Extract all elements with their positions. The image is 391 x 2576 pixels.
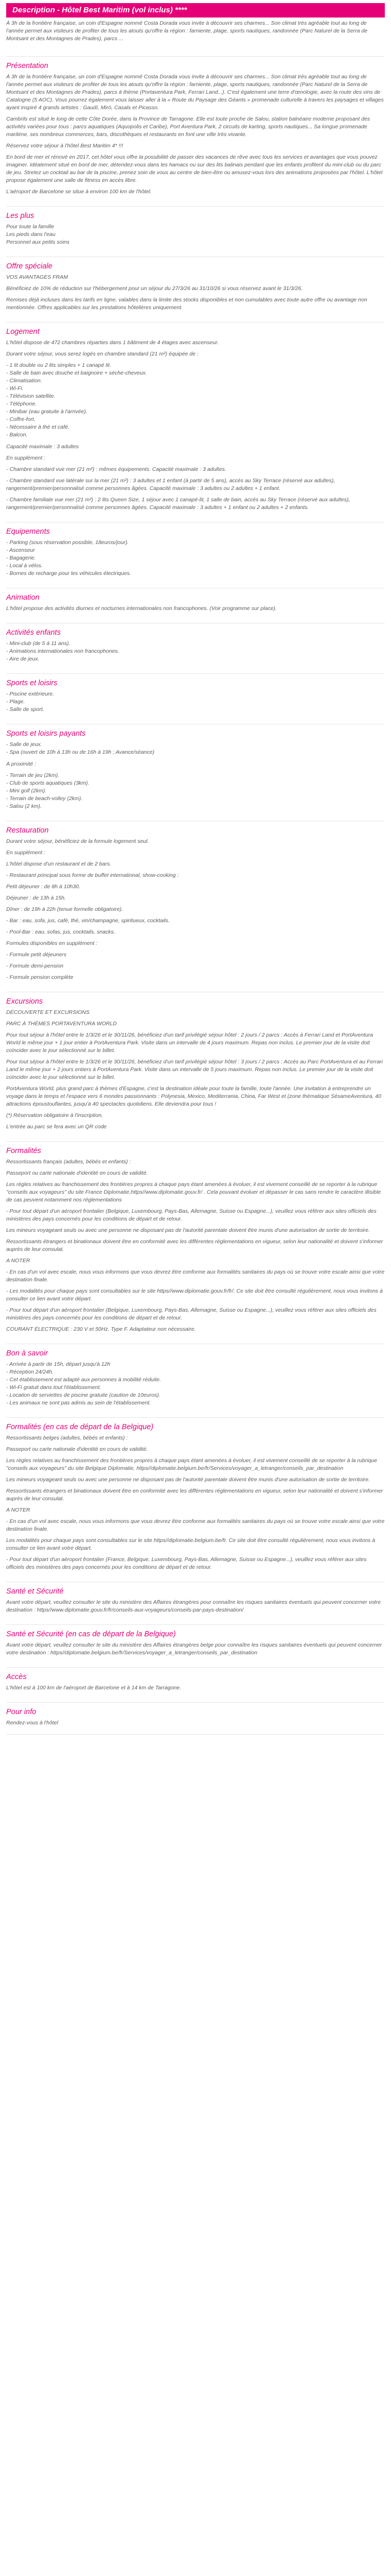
- section-title-pour-info: Pour info: [6, 1708, 37, 1716]
- section-divider: [6, 1141, 385, 1142]
- sections-container: [6, 56, 385, 1727]
- section-paragraph: A NOTER: [6, 1258, 30, 1264]
- section-body-activites-enfants: [6, 640, 385, 663]
- section-paragraph: - Formule pension complète: [6, 974, 74, 980]
- section-paragraph: - Chambre familiale vue mer (21 m²) : 2 lits Queen Size, 1 séjour avec 1 canapé-lit, 1 salle de bain, accès au Sky Terrace (réservé aux adultes), rangement/premier/personnalisé comme personnes âgées. Capacité maximale : 3 adultes + 1 enfant ou 2 adultes + 2 enfants.: [6, 497, 350, 511]
- section-paragraph: - Les modalités pour chaque pays sont consultables sur le site https//www.diplomatie.gouv.fr/fr/. Ce site doit être consulté régulièrement, nous vous invitons à consulter ce lien avant votre départ.: [6, 1288, 383, 1302]
- section-divider: [6, 1624, 385, 1625]
- list-item: - Cet établissement est adapté aux personnes à mobilité réduite.: [6, 1377, 161, 1383]
- list-item: Personnel aux petits soins: [6, 239, 70, 245]
- section-paragraph: - Chambre standard vue latérale sur la mer (21 m²) : 3 adultes et 1 enfant (à partir de 5 ans), accès au Sky Terrace (réservé aux adultes), rangement/premier/personnalisé comme personnes âgées. Capacité maximale : 3 adultes ou 2 adultes + 1 enfant.: [6, 478, 335, 492]
- section-paragraph: Avant votre départ, veuillez consulter le site du ministère des Affaires étrangères pour connaître les risques sanitaires éventuels qui peuvent concerner votre destination : https//www.diplomatie.gouv.fr/fr/conseils-aux-voyageurs/conseils-par-pays-destination/: [6, 1599, 381, 1613]
- section-paragraph: Les règles relatives au franchissement des frontières propres à chaque pays étant amenées à évoluer, il est vivement conseillé de se reporter à la rubrique "conseils aux voyageurs" du site Belgique Diplomatie, https//diplomatie.belgium.be/fr/Services/voyager_a_letranger/conseils_par_destination: [6, 1458, 378, 1471]
- list-item: - Bornes de recharge pour les véhicules électriques.: [6, 570, 132, 577]
- section-list: [6, 772, 385, 810]
- section-title-bon-a-savoir: Bon à savoir: [6, 1349, 48, 1358]
- section-paragraph: L'hôtel propose des activités diurnes et nocturnes internationales non francophones. (Voir programme sur place).: [6, 605, 277, 612]
- section-divider: [6, 1417, 385, 1418]
- section-paragraph: Pour tout séjour à l'hôtel entre le 1/3/26 et le 30/11/26, bénéficiez d'un tarif privilégié séjour hôtel : 3 jours / 2 parcs : Accès au Parc PortAventura et au Ferrari Land le même jour + 2 jours entiers à PortAventura Park. Visite dans un intervalle de 5 jours maximum. Repas non inclus. Le premier jour de la visite doit coïncider avec le jour sélectionné sur le billet.: [6, 1059, 383, 1080]
- list-item: - Wi-Fi gratuit dans tout l'établissement.: [6, 1384, 101, 1391]
- list-item: - Salle de sport.: [6, 706, 44, 713]
- section-paragraph: Rendez-vous à l'hôtel: [6, 1720, 58, 1726]
- section-paragraph: Durant votre séjour, bénéficiez de la formule logement seul.: [6, 838, 149, 844]
- footer-divider: [6, 1734, 385, 1735]
- section-divider: [6, 673, 385, 674]
- section-paragraph: Ressortissants français (adultes, bébés et enfants) :: [6, 1159, 131, 1165]
- list-item: - Coffre-fort.: [6, 416, 36, 422]
- section-body-sports-loisirs: [6, 690, 385, 714]
- section-paragraph: L'entrée au parc se fera avec un QR code: [6, 1124, 107, 1130]
- section-body-offre-speciale: [6, 274, 385, 312]
- section-paragraph: A proximité :: [6, 761, 36, 767]
- section-title-sports-loisirs-payants: Sports et loisirs payants: [6, 730, 86, 738]
- section-paragraph: Déjeuner : de 13h à 15h.: [6, 895, 66, 901]
- section-divider: [6, 206, 385, 207]
- section-paragraph: - Pour tout départ d'un aéroport frontalier (Belgique, Luxembourg, Pays-Bas, Allemagne, Suisse ou Espagne...), veuillez vous référer aux sites officiels des ministères des pays concernés pour les conditions de départ et de retour.: [6, 1208, 377, 1222]
- section-paragraph: En supplément :: [6, 455, 45, 461]
- section-body-les-plus: [6, 223, 385, 246]
- section-body-excursions: [6, 1009, 385, 1131]
- section-paragraph: Capacité maximale : 3 adultes: [6, 444, 79, 450]
- section-paragraph: Bénéficiez de 10% de réduction sur l'hébergement pour un séjour du 27/3/26 au 31/10/26 si vous réservez avant le 31/3/26.: [6, 285, 303, 292]
- section-paragraph: Les mineurs voyageant seuls ou avec une personne ne disposant pas de l'autorité parentale doivent être munis d'une autorisation de sortie de territoire.: [6, 1477, 370, 1483]
- list-item: - Salle de bain avec douche et baignoire + sèche-cheveux.: [6, 370, 147, 376]
- list-item: - Salle de jeux.: [6, 741, 42, 748]
- section-title-sante-securite-belgique: Santé et Sécurité (en cas de départ de la Belgique): [6, 1630, 176, 1638]
- section-paragraph: - Formule petit déjeuners: [6, 952, 67, 958]
- section-title-presentation: Présentation: [6, 62, 48, 70]
- section-title-logement: Logement: [6, 328, 40, 336]
- section-paragraph: Formules disponibles en supplément :: [6, 940, 97, 946]
- section-paragraph: Petit déjeuner : de 8h à 10h30.: [6, 884, 80, 890]
- section-paragraph: Avant votre départ, veuillez consulter le site du ministère des Affaires étrangères belge pour connaître les risques sanitaires éventuels qui peuvent concerner votre destination : https//diplomatie.belgium.be/fr/Services/voyager_a_letranger/conseils_par_destination: [6, 1642, 382, 1656]
- list-item: - Ascenseur: [6, 547, 35, 553]
- section-paragraph: Réservez votre séjour à l'hôtel Best Maritim 4* !!!: [6, 143, 123, 149]
- section-paragraph: PARC À THÈMES PORTAVENTURA WORLD: [6, 1021, 117, 1027]
- section-paragraph: - En cas d'un vol avec escale, nous vous informons que vous devrez être conforme aux formalités sanitaires du pays où se trouve votre escale ainsi que votre destination finale.: [6, 1518, 385, 1532]
- section-paragraph: - Pour tout départ d'un aéroport frontalier (Belgique, Luxembourg, Pays-Bas, Allemagne, Suisse ou Espagne...), veuillez vous référer aux sites officiels des ministères des pays concernés pour les conditions de départ et de retour.: [6, 1307, 377, 1321]
- list-item: - Spa (ouvert de 10h à 13h ou de 16h à 19h ; Avance/séance): [6, 749, 155, 755]
- section-title-equipements: Equipements: [6, 528, 50, 536]
- list-item: - Arrivée à partir de 15h, départ jusqu'à 12h: [6, 1361, 110, 1367]
- section-title-formalites: Formalités: [6, 1147, 41, 1155]
- list-item: - Aire de jeux.: [6, 656, 40, 662]
- intro-paragraph: À 3h de la frontière française, un coin d'Espagne nommé Costa Dorada vous invite à découvrir ses charmes... Son climat très agréable tout au long de l'année permet aux visiteurs de profiter de tous les atouts qu'offre la région : farniente, plage, sports nautiques, randonnée (Parc Naturel de la Serra de Montsant et des Montagnes de Prades), parcs ...: [6, 20, 368, 42]
- list-item: - Climatisation.: [6, 378, 42, 384]
- section-body-animation: [6, 605, 385, 613]
- list-item: - Terrain de beach-volley (2km).: [6, 795, 83, 802]
- intro-text: [6, 20, 385, 43]
- section-body-bon-a-savoir: [6, 1361, 385, 1407]
- list-item: - Nécessaire à thé et café.: [6, 424, 70, 430]
- list-item: - Réception 24/24h.: [6, 1369, 54, 1375]
- section-paragraph: Remises déjà incluses dans les tarifs en ligne, valables dans la limite des stocks disponibles et non cumulables avec toute autre offre ou avantage non mentionnée. Offres applicables sur les prestations hôtelières uniquement.: [6, 297, 367, 311]
- section-paragraph: - Chambre standard vue mer (21 m²) : mêmes équipements. Capacité maximale : 3 adultes.: [6, 466, 226, 472]
- section-title-acces: Accès: [6, 1673, 27, 1681]
- list-item: - Télévision satellite.: [6, 393, 56, 399]
- section-body-logement: [6, 339, 385, 512]
- section-body-equipements: [6, 539, 385, 578]
- list-item: - Wi-Fi.: [6, 385, 24, 392]
- section-paragraph: Ressortissants belges (adultes, bébés et enfants) :: [6, 1435, 128, 1441]
- list-item: - Balcon.: [6, 432, 28, 438]
- section-paragraph: En supplément :: [6, 850, 45, 856]
- section-list: [6, 640, 385, 663]
- section-paragraph: - Pour tout départ d'un aéroport frontalier (France, Belgique, Luxembourg, Pays-Bas, Allemagne, Suisse ou Espagne...), veuillez vous référer aux sites officiels des ministères des pays concernés pour les conditions de départ et de retour.: [6, 1556, 367, 1570]
- section-paragraph: - En cas d'un vol avec escale, nous vous informons que vous devrez être conforme aux formalités sanitaires du pays où se trouve votre escale ainsi que votre destination finale.: [6, 1269, 385, 1283]
- list-item: - Mini-club (de 5 à 11 ans).: [6, 640, 71, 647]
- section-paragraph: Pour tout séjour à l'hôtel entre le 1/3/26 et le 30/11/26, bénéficiez d'un tarif privilégié séjour hôtel : 2 jours / 2 parcs : Accès à Ferrari Land et PortAventura World le même jour + 1 jour entier à PortAventura Park. Visite dans un intervalle de 4 jours maximum. Repas non inclus. Le premier jour de la visite doit coïncider avec le jour sélectionné sur le billet.: [6, 1032, 373, 1054]
- section-list: [6, 690, 385, 714]
- section-paragraph: Passeport ou carte nationale d'identité en cours de validité.: [6, 1170, 148, 1176]
- section-title-excursions: Excursions: [6, 997, 43, 1006]
- section-body-acces: [6, 1684, 385, 1692]
- section-paragraph: VOS AVANTAGES FRAM: [6, 274, 68, 280]
- section-body-formalites: [6, 1158, 385, 1333]
- section-paragraph: A NOTER: [6, 1507, 30, 1513]
- section-paragraph: DÉCOUVERTE ET EXCURSIONS: [6, 1009, 90, 1015]
- section-paragraph: L'hôtel dispose de 472 chambres réparties dans 1 bâtiment de 4 étages avec ascenseur.: [6, 340, 219, 346]
- section-paragraph: Dîner : de 19h à 22h (tenue formelle obligatoire).: [6, 906, 123, 912]
- section-paragraph: PortAventura World, plus grand parc à thèmes d'Espagne, c'est la destination idéale pour toute la famille, toute l'année. Une invitation à entreprendre un voyage dans le temps et l'espace vers 6 mondes passionnants : Polynesia, Mexico, Mediterrania, China, Far West et (zone thématique SésameAventura, 40 attractions époustouflantes, jusqu'à 40 spectacles quotidiens. Elle deviendra pour tous !: [6, 1086, 382, 1107]
- section-paragraph: Les mineurs voyageant seuls ou avec une personne ne disposant pas de l'autorité parentale doivent être munis d'une autorisation de sortie de territoire.: [6, 1227, 370, 1233]
- section-title-sports-loisirs: Sports et loisirs: [6, 679, 58, 687]
- section-paragraph: COURANT ÉLECTRIQUE : 230 V et 50Hz. Type F. Adaptateur non nécessaire.: [6, 1326, 196, 1332]
- section-list: [6, 1361, 385, 1407]
- section-divider: [6, 56, 385, 57]
- section-paragraph: (*) Réservation obligatoire à l'inscription.: [6, 1112, 103, 1118]
- list-item: - Bagagerie.: [6, 555, 36, 561]
- section-list: [6, 741, 385, 756]
- section-list: [6, 223, 385, 246]
- section-list: [6, 539, 385, 578]
- section-title-les-plus: Les plus: [6, 212, 35, 220]
- section-title-formalites-belgique: Formalités (en cas de départ de la Belgique): [6, 1423, 154, 1431]
- list-item: - Minibar (eau gratuite à l'arrivée).: [6, 409, 88, 415]
- section-body-formalites-belgique: [6, 1434, 385, 1571]
- section-body-pour-info: [6, 1719, 385, 1727]
- section-body-sports-loisirs-payants: [6, 741, 385, 810]
- list-item: - Location de serviettes de piscine gratuite (caution de 10euros).: [6, 1392, 160, 1398]
- section-paragraph: - Pool-Bar : eau, sofas, jus, cocktails, snacks.: [6, 929, 116, 935]
- list-item: - Terrain de jeu (2km).: [6, 772, 59, 778]
- section-paragraph: Durant votre séjour, vous serez logés en chambre standard (21 m²) équipée de :: [6, 351, 199, 357]
- page-title-banner: Description - Hôtel Best Maritim (vol inclus) ****: [6, 3, 385, 18]
- section-title-sante-securite: Santé et Sécurité: [6, 1587, 64, 1596]
- list-item: - Piscine extérieure.: [6, 691, 54, 697]
- section-paragraph: Les règles relatives au franchissement des frontières propres à chaque pays étant amenées à évoluer, il est vivement conseillé de se reporter à la rubrique "conseils aux voyageurs" du site France Diplomatie,https//www.diplomatie.gouv.fr/ . Cela pouvant évoluer et dépasser le cas sans rendre le caractère illisible de cas peuvent notamment nos réglementations: [6, 1181, 381, 1203]
- list-item: - Club de sports aquatiques (3km).: [6, 780, 90, 786]
- section-title-animation: Animation: [6, 594, 40, 602]
- section-paragraph: En bord de mer et rénové en 2017, cet hôtel vous offre la possibilité de passer des vacances de rêve avec tous les services et avantages que vous pouvez imaginer. Idéalement situé en bord de mer, détendez-vous dans les hamacs ou sur des lits balinais pendant que les enfants profitent du mini-club ou du parc de jeu. Stretez un cocktail au bar de la piscine, prenez soin de vous au centre de bien-être ou amusez-vous lors des animations proposées par l'hôtel. L'hôtel propose également une salle de fitness en accès libre.: [6, 154, 383, 183]
- section-paragraph: Ressortissants étrangers et binationaux doivent être en conformité avec les différentes réglementations en vigueur, selon leur nationalité et doivent s'informer auprès de leur consulat.: [6, 1488, 383, 1502]
- section-paragraph: Cambrils est situé le long de cette Côte Dorée, dans la Province de Tarragone. Elle est toute proche de Salou, station balnéaire moderne proposant des activités variées pour tous : parcs aquatiques (Aquopolis et Caribe), Port Aventura Park, 2 circuits de karting, sports nautiques... Sa longue promenade maritime, ses nombreux commerces, bars, discothèques et restaurants en font une ville très vivante.: [6, 116, 370, 138]
- list-item: - Mini golf (2km).: [6, 788, 47, 794]
- page: [0, 3, 391, 1744]
- section-body-restauration: [6, 838, 385, 981]
- list-item: - Plage.: [6, 699, 25, 705]
- section-paragraph: Les modalités pour chaque pays sont consultables sur le site https//diplomatie.belgium.be/fr. Ce site doit être consulté régulièrement, nous vous invitons à consulter ce lien avant votre départ.: [6, 1537, 376, 1551]
- list-item: - Local à vélos.: [6, 563, 43, 569]
- section-paragraph: À 3h de la frontière française, un coin d'Espagne nommé Costa Dorada vous invite à découvrir ses charmes... Son climat très agréable tout au long de l'année permet aux visiteurs de profiter de tous les atouts qu'offre la région : farniente, plage, sports nautiques, randonnée (Parc Naturel de la Serra de Montsant et des Montagnes de Prades), parcs à thème (Portaventura Park, Ferrari Land...). C'est également une terre d'œnologie, avec la route des vins de Catalogne (5 AOC). Vous pourrez également vous laisser aller à la « Route du Paysage des Géants » promenade culturelle à travers les paysages et villages ayant inspiré 4 grands artistes : Gaudí, Miró, Casals et Picasso.: [6, 74, 384, 111]
- section-divider: [6, 1667, 385, 1668]
- section-paragraph: - Formule demi-pension: [6, 963, 63, 969]
- section-list: [6, 362, 385, 439]
- section-divider: [6, 322, 385, 323]
- list-item: Les pieds dans l'eau: [6, 231, 56, 238]
- section-paragraph: Ressortissants étrangers et binationaux doivent être en conformité avec les différentes réglementations en vigueur, selon leur nationalité et doivent s'informer auprès de leur consulat.: [6, 1239, 383, 1252]
- section-divider: [6, 1702, 385, 1703]
- section-paragraph: L'hôtel est à 100 km de l'aéroport de Barcelone et à 14 km de Tarragone.: [6, 1685, 182, 1691]
- section-paragraph: L'hôtel dispose d'un restaurant et de 2 bars.: [6, 861, 111, 867]
- section-paragraph: - Bar : eau, sofa, jus, café, thé, vin/champagne, spiritueux, cocktails.: [6, 918, 170, 924]
- section-body-presentation: [6, 73, 385, 196]
- list-item: - Téléphone.: [6, 401, 37, 407]
- list-item: - Les animaux ne sont pas admis au sein de l'établissement.: [6, 1400, 151, 1406]
- section-paragraph: L'aéroport de Barcelone se situe à environ 100 km de l'hôtel.: [6, 189, 152, 195]
- section-body-sante-securite: [6, 1599, 385, 1614]
- list-item: - Animations internationales non francophones.: [6, 648, 120, 654]
- section-title-activites-enfants: Activités enfants: [6, 629, 61, 637]
- section-paragraph: - Restaurant principal sous forme de buffet international, show-cooking :: [6, 872, 179, 878]
- section-paragraph: Passeport ou carte nationale d'identité en cours de validité.: [6, 1446, 148, 1452]
- list-item: - 1 lit double ou 2 lits simples + 1 canapé lit.: [6, 362, 111, 368]
- list-item: - Salou (2 km).: [6, 803, 42, 809]
- section-title-offre-speciale: Offre spéciale: [6, 262, 53, 270]
- list-item: Pour toute la famille: [6, 224, 54, 230]
- section-body-sante-securite-belgique: [6, 1641, 385, 1657]
- section-title-restauration: Restauration: [6, 826, 49, 835]
- list-item: - Parking (sous réservation possible, 18euros/jour).: [6, 539, 129, 546]
